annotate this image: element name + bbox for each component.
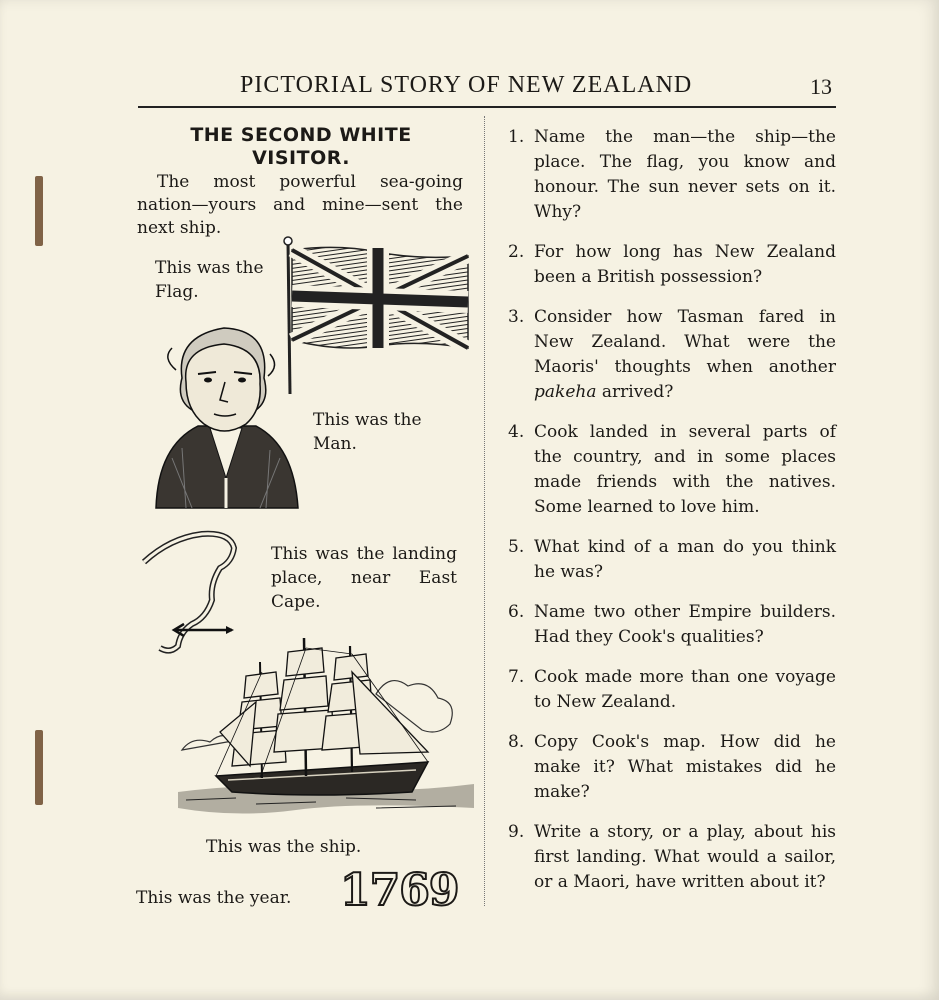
question-item: [500, 665, 836, 715]
question-number: 7.: [508, 667, 525, 687]
year-1769: 1769: [340, 865, 459, 916]
man-caption: This was the Man.: [313, 410, 422, 454]
question-number: 6.: [508, 602, 525, 622]
column-divider: [484, 116, 485, 906]
question-item: [500, 820, 836, 895]
question-item: [500, 600, 836, 650]
question-number: 3.: [508, 307, 525, 327]
question-text-end: arrived?: [596, 382, 674, 402]
endeavour-ship-illustration: [176, 632, 476, 820]
page-number: 13: [810, 74, 832, 99]
section-title: THE SECOND WHITE VISITOR.: [190, 124, 412, 169]
ship-caption: This was the ship.: [206, 837, 362, 857]
question-number: 2.: [508, 242, 525, 262]
header-title: PICTORIAL STORY OF NEW ZEALAND: [240, 72, 693, 98]
question-text: For how long has New Zealand been a British possession?: [534, 242, 836, 287]
question-text: Write a story, or a play, about his first landing. What would a sailor, or a Maori, have written about it?: [534, 822, 836, 892]
flag-caption: This was the Flag.: [155, 258, 264, 302]
year-caption: This was the year.: [136, 888, 292, 908]
landing-place-caption: This was the landing place, near East Cape.: [271, 544, 457, 612]
question-text: Name the man—the ship—the place. The flag, you know and honour. The sun never sets on it. Why?: [534, 127, 836, 222]
question-text: Cook landed in several parts of the country, and in some places made friends with the natives. Some learned to love him.: [534, 422, 836, 517]
question-item: [500, 420, 836, 520]
captain-cook-portrait: [152, 318, 300, 510]
running-header: [138, 70, 836, 108]
question-text: What kind of a man do you think he was?: [534, 537, 836, 582]
question-item: [500, 730, 836, 805]
binding-staple-top: [35, 176, 43, 246]
question-number: 9.: [508, 822, 525, 842]
question-italic-word: pakeha: [534, 382, 597, 402]
question-item: [500, 305, 836, 405]
question-number: 4.: [508, 422, 525, 442]
question-text: Copy Cook's map. How did he make it? What mistakes did he make?: [534, 732, 836, 802]
question-number: 1.: [508, 127, 525, 147]
question-item: [500, 535, 836, 585]
union-jack-flag-illustration: [278, 236, 473, 396]
question-item: [500, 240, 836, 290]
intro-paragraph: The most powerful sea-going nation—yours and mine—sent the next ship.: [137, 172, 463, 238]
question-text: Consider how Tasman fared in New Zealand. What were the Maoris' thoughts when another: [534, 307, 836, 377]
question-list: [500, 125, 836, 910]
binding-staple-bottom: [35, 730, 43, 805]
question-number: 5.: [508, 537, 525, 557]
question-text: Cook made more than one voyage to New Zealand.: [534, 667, 836, 712]
question-item: [500, 125, 836, 225]
question-text: Name two other Empire builders. Had they Cook's qualities?: [534, 602, 836, 647]
question-number: 8.: [508, 732, 525, 752]
